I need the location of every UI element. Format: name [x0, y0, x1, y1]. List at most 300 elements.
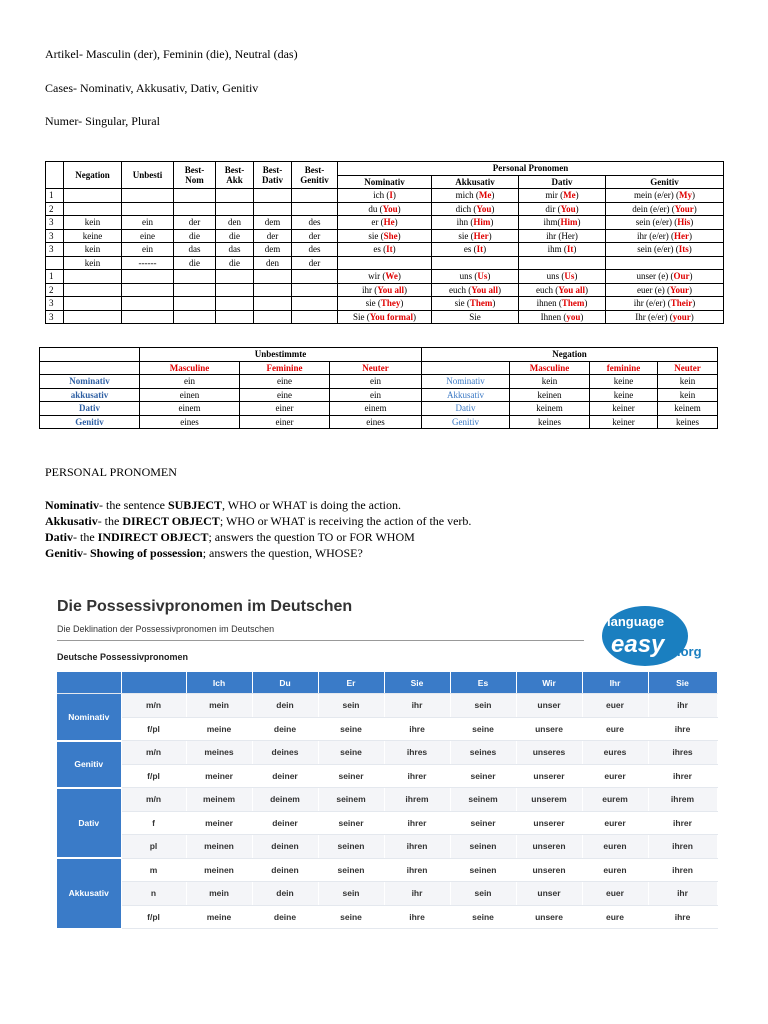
definition-text: , WHO or WHAT is doing the action.	[222, 498, 401, 512]
possessive-form: deine	[252, 717, 318, 741]
possessive-form: ihres	[384, 741, 450, 765]
t2-blank-2	[422, 361, 510, 375]
unbestimmt-cell: einem	[140, 402, 240, 416]
article-akk	[216, 297, 254, 311]
negation-cell: keiner	[590, 415, 658, 429]
case-label: Akkusativ	[57, 858, 121, 929]
possessive-form: deinen	[252, 835, 318, 859]
pronoun-german: mein (e/er)	[634, 190, 676, 201]
article-neg	[64, 202, 122, 216]
case-definitions	[45, 497, 471, 561]
article-neg	[64, 189, 122, 203]
pronoun-column-header	[57, 672, 121, 694]
possessive-form: ihrer	[648, 811, 717, 835]
possessive-form: eurem	[582, 788, 648, 812]
sub-col-dativ: Dativ	[519, 175, 606, 189]
pronoun-cell: es (It)	[432, 243, 519, 257]
col-negation: Negation	[64, 162, 122, 189]
possessive-form: unserem	[516, 788, 582, 812]
negation-cell: keine	[590, 388, 658, 402]
pronoun-english: It	[386, 244, 393, 255]
case-label: Dativ	[40, 402, 140, 416]
possessive-form: unseren	[516, 835, 582, 859]
possessive-form: dein	[252, 694, 318, 718]
pronoun-row	[46, 189, 724, 203]
possessive-form: unseres	[516, 741, 582, 765]
pronoun-row	[46, 256, 724, 270]
article-akk	[216, 202, 254, 216]
card-heading: Deutsche Possessivpronomen	[57, 652, 189, 662]
pronoun-cell	[338, 256, 432, 270]
possessive-form: ihre	[384, 717, 450, 741]
pronoun-english: We	[385, 271, 398, 282]
possessive-form: ihren	[648, 858, 717, 882]
possessive-form: unserer	[516, 764, 582, 788]
possessive-table	[57, 672, 718, 930]
possessive-row	[57, 741, 717, 765]
gender-label: f/pl	[121, 905, 186, 929]
declension-row	[40, 402, 718, 416]
article-akk: die	[216, 256, 254, 270]
possessive-form: meines	[186, 741, 252, 765]
pronoun-row	[46, 297, 724, 311]
pronoun-cell: sie (Her)	[432, 229, 519, 243]
pronoun-german: ihnen	[536, 298, 559, 309]
possessive-form: seiner	[318, 764, 384, 788]
pronoun-cell: sie (Them)	[432, 297, 519, 311]
negation-cell: keines	[658, 415, 718, 429]
sub-col-akkusativ: Akkusativ	[432, 175, 519, 189]
pronoun-english: Me	[563, 190, 576, 201]
pronoun-english: It	[476, 244, 484, 255]
pronoun-english: They	[380, 298, 401, 309]
pronoun-column-header: Es	[450, 672, 516, 694]
pronoun-cell: sie (She)	[338, 229, 432, 243]
pronoun-german: sein (e/er)	[635, 217, 675, 228]
pronoun-german: uns	[459, 271, 475, 282]
article-neg	[64, 270, 122, 284]
pronoun-german: ihm	[543, 217, 558, 228]
case-label: Genitiv	[57, 741, 121, 788]
possessive-form: sein	[450, 694, 516, 718]
pronoun-cell: ihr (e/er) (Their)	[606, 297, 724, 311]
possessive-form: sein	[318, 882, 384, 906]
article-akk: das	[216, 243, 254, 257]
pronoun-german: ihr (e/er)	[637, 230, 671, 241]
possessive-form: meiner	[186, 811, 252, 835]
col-best-akk: Best- Akk	[216, 162, 254, 189]
article-gen	[292, 297, 338, 311]
pronoun-english: His	[677, 217, 691, 228]
possessive-form: euren	[582, 835, 648, 859]
pronoun-english: Us	[477, 271, 488, 282]
pronoun-english: You formal	[369, 311, 413, 322]
case-label-negation: Akkusativ	[422, 388, 510, 402]
pronoun-cell: uns (Us)	[432, 270, 519, 284]
section-title: PERSONAL PRONOMEN	[45, 465, 177, 479]
pronoun-cell: sie (They)	[338, 297, 432, 311]
pronoun-english: I	[389, 190, 393, 201]
case-label: Nominativ	[57, 694, 121, 741]
article-dat	[254, 297, 292, 311]
possessive-form: eure	[582, 905, 648, 929]
negation-cell: keinem	[658, 402, 718, 416]
card-title: Die Possessivpronomen im Deutschen	[57, 598, 353, 615]
pronoun-english: Them	[469, 298, 493, 309]
pronoun-cell: unser (e) (Our)	[606, 270, 724, 284]
pronoun-cell: ihr (e/er) (Her)	[606, 229, 724, 243]
possessive-row	[57, 882, 717, 906]
possessive-form: unserer	[516, 811, 582, 835]
possessive-form: ihren	[648, 835, 717, 859]
article-neg	[64, 283, 122, 297]
pronoun-english: She	[383, 230, 398, 241]
unbestimmt-cell: einer	[240, 415, 330, 429]
article-gen	[292, 202, 338, 216]
articles-pronouns-table	[45, 161, 724, 324]
gender-label: n	[121, 882, 186, 906]
definition-key: DIRECT OBJECT	[122, 514, 220, 528]
col-neuter: Neuter	[330, 361, 422, 375]
possessive-form: deine	[252, 905, 318, 929]
article-nom: die	[174, 256, 216, 270]
possessive-form: ihre	[384, 905, 450, 929]
possessive-form: unsere	[516, 905, 582, 929]
person-number	[46, 256, 64, 270]
intro-cases: Cases- Nominativ, Akkusativ, Dativ, Genitiv	[45, 81, 259, 95]
pronoun-cell: ihm(Him)	[519, 216, 606, 230]
case-label-negation: Genitiv	[422, 415, 510, 429]
pronoun-german: ihr	[361, 284, 375, 295]
possessive-row	[57, 717, 717, 741]
pronoun-english: Your	[674, 203, 694, 214]
pronoun-cell: mein (e/er) (My)	[606, 189, 724, 203]
definition-text: - the sentence	[99, 498, 168, 512]
pronoun-column-header: Ich	[186, 672, 252, 694]
possessive-row	[57, 905, 717, 929]
possessive-form: seinem	[318, 788, 384, 812]
pronoun-cell	[432, 310, 519, 324]
article-akk	[216, 283, 254, 297]
pronoun-cell: mich (Me)	[432, 189, 519, 203]
possessive-form: ihres	[648, 741, 717, 765]
col-best-genitiv: Best- Genitiv	[292, 162, 338, 189]
pronoun-german: ihr (e/er)	[633, 298, 668, 309]
pronoun-english: you	[566, 311, 581, 322]
pronoun-german: dein (e/er)	[632, 203, 672, 214]
possessive-card	[53, 590, 718, 935]
possessive-form: deiner	[252, 811, 318, 835]
article-akk	[216, 310, 254, 324]
possessive-form: eurer	[582, 811, 648, 835]
pronoun-row	[46, 229, 724, 243]
possessive-form: euer	[582, 882, 648, 906]
person-number: 3	[46, 297, 64, 311]
possessive-form: meiner	[186, 764, 252, 788]
unbestimmt-cell: einem	[330, 402, 422, 416]
article-gen: der	[292, 229, 338, 243]
pronoun-german: euch	[448, 284, 469, 295]
article-gen	[292, 270, 338, 284]
pronoun-cell: mir (Me)	[519, 189, 606, 203]
unbestimmt-cell: eine	[240, 375, 330, 389]
logo-tld-text: .org	[677, 644, 702, 659]
possessive-form: ihr	[648, 694, 717, 718]
pronoun-english: Us	[564, 271, 575, 282]
article-nom	[174, 297, 216, 311]
case-label-negation: Dativ	[422, 402, 510, 416]
article-unb	[122, 202, 174, 216]
personal-pronomen-header: Personal Pronomen	[338, 162, 724, 176]
logo-top-text: language	[607, 614, 665, 629]
pronoun-cell: ihm (It)	[519, 243, 606, 257]
pronoun-german: sie	[454, 298, 467, 309]
definition-text: ; WHO or WHAT is receiving the action of the verb.	[219, 514, 472, 528]
possessive-form: ihrer	[384, 811, 450, 835]
pronoun-german: ihr (Her)	[546, 230, 578, 241]
possessive-form: seine	[450, 717, 516, 741]
article-dat	[254, 202, 292, 216]
possessive-form: euer	[582, 694, 648, 718]
gender-label: m/n	[121, 741, 186, 765]
definition-term: Akkusativ	[45, 514, 98, 528]
possessive-form: seinem	[450, 788, 516, 812]
pronoun-cell: euer (e) (Your)	[606, 283, 724, 297]
definition-text: ; answers the question TO or FOR WHOM	[208, 530, 415, 544]
negation-cell: kein	[510, 375, 590, 389]
article-akk	[216, 189, 254, 203]
article-neg: kein	[64, 216, 122, 230]
gender-label: f	[121, 811, 186, 835]
possessive-form: eure	[582, 717, 648, 741]
pronoun-english: You all	[471, 284, 498, 295]
article-gen: des	[292, 216, 338, 230]
definition-term: Dativ	[45, 530, 73, 544]
possessive-form: ihrer	[648, 764, 717, 788]
pronoun-english: Our	[673, 271, 690, 282]
t2-blank	[40, 361, 140, 375]
pronoun-column-header: Ihr	[582, 672, 648, 694]
definition-line	[45, 545, 471, 561]
article-unb	[122, 283, 174, 297]
article-akk: den	[216, 216, 254, 230]
pronoun-german: dir	[545, 203, 558, 214]
possessive-form: ihr	[384, 694, 450, 718]
article-unb	[122, 310, 174, 324]
article-neg: keine	[64, 229, 122, 243]
pronoun-german: sie	[365, 298, 378, 309]
possessive-form: unser	[516, 882, 582, 906]
pronoun-english: You	[560, 203, 576, 214]
possessive-form: deiner	[252, 764, 318, 788]
possessive-form: meinen	[186, 835, 252, 859]
pronoun-cell: du (You)	[338, 202, 432, 216]
pronoun-cell: Ihnen (you)	[519, 310, 606, 324]
definition-text: -	[83, 546, 90, 560]
article-unb	[122, 270, 174, 284]
person-number: 3	[46, 310, 64, 324]
pronoun-german: ihm	[547, 244, 564, 255]
definition-line	[45, 497, 471, 513]
article-dat	[254, 270, 292, 284]
pronoun-german: sie	[368, 230, 381, 241]
person-number: 2	[46, 283, 64, 297]
pronoun-cell: euch (You all)	[519, 283, 606, 297]
col-feminine: Feminine	[240, 361, 330, 375]
negation-cell: kein	[658, 388, 718, 402]
group-unbestimmte: Unbestimmte	[140, 348, 422, 362]
pronoun-german: wir	[368, 271, 383, 282]
gender-label: pl	[121, 835, 186, 859]
article-neg: kein	[64, 243, 122, 257]
possessive-form: eures	[582, 741, 648, 765]
article-akk	[216, 270, 254, 284]
pronoun-cell: ich (I)	[338, 189, 432, 203]
possessive-form: mein	[186, 882, 252, 906]
pronoun-cell: wir (We)	[338, 270, 432, 284]
article-nom	[174, 270, 216, 284]
sub-col-nominativ: Nominativ	[338, 175, 432, 189]
possessive-form: sein	[318, 694, 384, 718]
unbestimmt-cell: ein	[330, 388, 422, 402]
pronoun-row	[46, 270, 724, 284]
article-unb: ------	[122, 256, 174, 270]
pronoun-english: your	[672, 311, 691, 322]
gender-label: m/n	[121, 694, 186, 718]
article-nom: der	[174, 216, 216, 230]
possessive-form: ihrer	[384, 764, 450, 788]
intro-articles: Artikel- Masculin (der), Feminin (die), Neutral (das)	[45, 47, 298, 61]
article-gen	[292, 310, 338, 324]
negation-cell: keinem	[510, 402, 590, 416]
negation-cell: keinen	[510, 388, 590, 402]
pronoun-german: es	[463, 244, 474, 255]
pronoun-english: He	[383, 217, 395, 228]
negation-cell: keine	[590, 375, 658, 389]
possessive-form: mein	[186, 694, 252, 718]
article-dat	[254, 189, 292, 203]
pronoun-cell	[519, 229, 606, 243]
pronoun-row	[46, 243, 724, 257]
possessive-form: ihr	[384, 882, 450, 906]
group-negation: Negation	[422, 348, 718, 362]
possessive-form: sein	[450, 882, 516, 906]
case-label: akkusativ	[40, 388, 140, 402]
pronoun-cell: es (It)	[338, 243, 432, 257]
possessive-form: unseren	[516, 858, 582, 882]
pronoun-cell: euch (You all)	[432, 283, 519, 297]
possessive-form: deinen	[252, 858, 318, 882]
t2-corner	[40, 348, 140, 362]
col-unbesti: Unbesti	[122, 162, 174, 189]
pronoun-english: Her	[674, 230, 689, 241]
article-dat: den	[254, 256, 292, 270]
card-subtitle: Die Deklination der Possessivpronomen im Deutschen	[57, 624, 275, 634]
possessive-form: ihrem	[648, 788, 717, 812]
possessive-form: ihre	[648, 717, 717, 741]
possessive-form: meinen	[186, 858, 252, 882]
pronoun-german: Sie	[469, 311, 481, 322]
article-unb	[122, 189, 174, 203]
pronoun-row	[46, 216, 724, 230]
article-unb: ein	[122, 243, 174, 257]
article-gen: des	[292, 243, 338, 257]
pronoun-cell	[606, 256, 724, 270]
unbestimmt-cell: eines	[330, 415, 422, 429]
pronoun-english: Their	[670, 298, 693, 309]
definition-text: - the	[73, 530, 98, 544]
article-declension-table	[39, 347, 718, 429]
pronoun-cell: ihnen (Them)	[519, 297, 606, 311]
pronoun-cell	[519, 256, 606, 270]
pronoun-german: uns	[546, 271, 562, 282]
article-unb: eine	[122, 229, 174, 243]
person-number: 3	[46, 243, 64, 257]
language-easy-logo	[601, 596, 713, 666]
pronoun-row	[46, 202, 724, 216]
possessive-form: deinem	[252, 788, 318, 812]
pronoun-english: Your	[669, 284, 689, 295]
pronoun-cell: dein (e/er) (Your)	[606, 202, 724, 216]
pronoun-german: dich	[455, 203, 474, 214]
definition-key: SUBJECT	[167, 498, 222, 512]
article-dat: der	[254, 229, 292, 243]
possessive-form: seiner	[450, 811, 516, 835]
pronoun-column-header: Er	[318, 672, 384, 694]
pronoun-column-header	[121, 672, 186, 694]
pronoun-cell: Ihr (e/er) (your)	[606, 310, 724, 324]
article-dat: dem	[254, 243, 292, 257]
possessive-form: seinen	[450, 858, 516, 882]
sub-col-genitiv: Genitiv	[606, 175, 724, 189]
possessive-form: ihre	[648, 905, 717, 929]
pronoun-cell: Sie (You formal)	[338, 310, 432, 324]
possessive-form: meinem	[186, 788, 252, 812]
pronoun-english: You all	[377, 284, 404, 295]
corner-cell	[46, 162, 64, 189]
person-number: 3	[46, 216, 64, 230]
pronoun-german: ihn	[456, 217, 471, 228]
pronoun-cell: er (He)	[338, 216, 432, 230]
logo-main-text: easy	[611, 631, 665, 658]
col-masculine: Masculine	[140, 361, 240, 375]
definition-term: Nominativ	[45, 498, 99, 512]
pronoun-cell: sein (e/er) (His)	[606, 216, 724, 230]
col-best-nom: Best- Nom	[174, 162, 216, 189]
pronoun-german: Ihnen	[540, 311, 564, 322]
possessive-form: seines	[450, 741, 516, 765]
pronoun-column-header: Sie	[384, 672, 450, 694]
pronoun-english: You	[476, 203, 492, 214]
pronoun-english: Him	[560, 217, 578, 228]
definition-text: - the	[97, 514, 123, 528]
pronoun-german: mich	[455, 190, 476, 201]
pronoun-german: euch	[535, 284, 556, 295]
possessive-form: seiner	[450, 764, 516, 788]
unbestimmt-cell: einen	[140, 388, 240, 402]
article-unb: ein	[122, 216, 174, 230]
unbestimmt-cell: eines	[140, 415, 240, 429]
possessive-form: seinen	[318, 835, 384, 859]
divider	[57, 640, 584, 641]
pronoun-english: You	[382, 203, 398, 214]
article-nom	[174, 283, 216, 297]
negation-cell: kein	[658, 375, 718, 389]
possessive-row	[57, 764, 717, 788]
article-dat: dem	[254, 216, 292, 230]
possessive-form: ihren	[384, 858, 450, 882]
possessive-form: seine	[318, 905, 384, 929]
